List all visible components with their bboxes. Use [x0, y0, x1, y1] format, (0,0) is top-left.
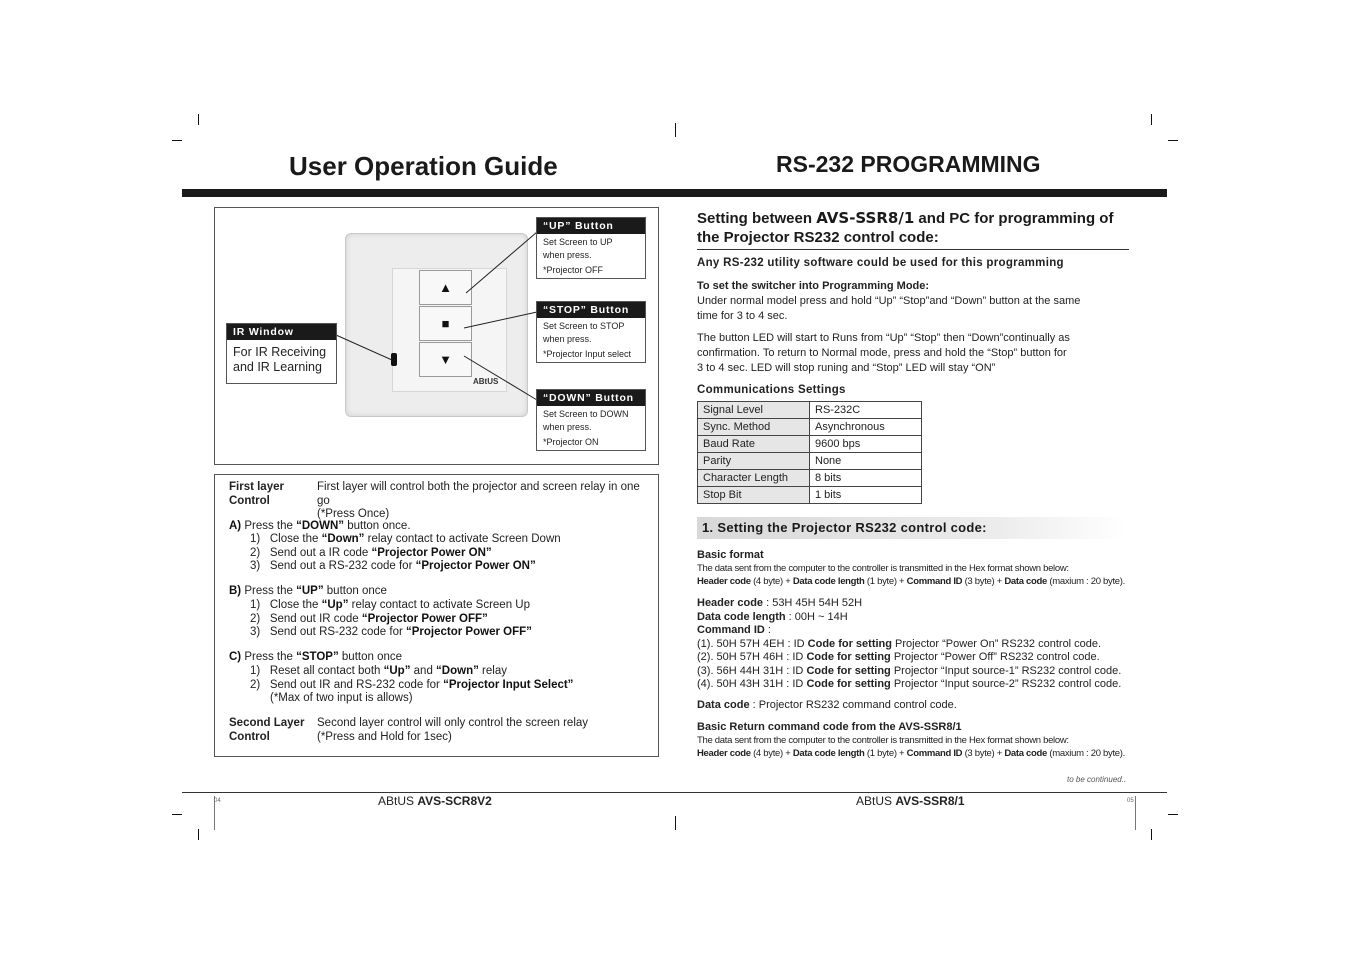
return-desc: The data sent from the computer to the controller is transmitted in the Hex format shown below: Header code (4 byte) + Data code length (1 byte) + Command ID (3 byte) + Data code (maxium : 20 byte). — [697, 735, 1125, 759]
ir-callout-body: For IR Receiving and IR Learning — [233, 345, 327, 374]
down-button-callout — [536, 389, 646, 451]
first-layer-label: First layer Control — [229, 481, 284, 507]
list-item: (2). 50H 57H 46H : ID Code for setting Projector “Power Off” RS232 control code. — [697, 651, 1100, 663]
list-item: 2) Send out a IR code “Projector Power ON” — [250, 546, 492, 559]
list-item: 1) Close the “Up” relay contact to activate Screen Up — [250, 599, 530, 611]
comm-settings-table — [697, 401, 922, 504]
basic-format-desc: The data sent from the computer to the controller is transmitted in the Hex format shown below: Header code (4 byte) + Data code length (1 byte) + Command ID (3 byte) + Data code (maxium : 20 byte). — [697, 563, 1125, 587]
list-item: 2) Send out IR code “Projector Power OFF” — [250, 612, 488, 625]
up-key: ▲ — [419, 270, 472, 305]
data-code-line: Data code : Projector RS232 command control code. — [697, 699, 957, 711]
list-item: 3) Send out RS-232 code for “Projector Power OFF” — [250, 626, 532, 638]
second-layer-desc: Second layer control will only control the screen relay (*Press and Hold for 1sec) — [317, 717, 589, 743]
footer-rule — [182, 792, 1167, 793]
table-row: Signal Level RS-232C — [698, 402, 922, 419]
table-row: Parity None — [698, 453, 922, 470]
down-callout-head: “DOWN” Button — [537, 390, 645, 406]
utility-note: Any RS-232 utility software could be used for this programming — [697, 257, 1064, 269]
table-row: Character Length 8 bits — [698, 470, 922, 487]
basic-format-heading: Basic format — [697, 549, 764, 561]
code-definitions: Header code : 53H 45H 54H 52H Data code length : 00H ~ 14H Command ID : (1). 50H 57H 4EH : ID Code for setting Projector “Power On” RS232 control code. (2). 50H 57H 46H : ID Code for setting Projector “Power Off” RS232 control code. (3). 56H 44H 31H : ID Code for setting Projector “Input source-1” RS232 control code. (4). 50H 43H 31H : ID Code for setting Projector “Input source-2” RS232 control code. — [697, 597, 1137, 692]
page-title-right: RS-232 PROGRAMMING — [776, 151, 1041, 177]
section-heading-rule — [697, 249, 1129, 250]
table-row: Sync. Method Asynchronous — [698, 419, 922, 436]
table-row: Baud Rate 9600 bps — [698, 436, 922, 453]
step-a-heading: A) Press the “DOWN” button once. — [229, 520, 411, 532]
first-layer-desc: First layer will control both the projector and screen relay in one go (*Press Once) — [317, 481, 640, 520]
page-number-left: 04 — [214, 798, 221, 804]
down-callout-body: Set Screen to DOWN when press. *Projector ON — [543, 409, 629, 447]
list-item: 1) Close the “Down” relay contact to activate Screen Down — [250, 533, 561, 545]
stop-key: ■ — [419, 306, 472, 341]
programming-mode: To set the switcher into Programming Mode: Under normal model press and hold “Up” “Stop”and “Down” button at the same time for 3 to 4 sec. — [697, 280, 1081, 322]
second-layer-label: Second Layer Control — [229, 717, 305, 743]
list-item: (3). 56H 44H 31H : ID Code for setting Projector “Input source-1” RS232 control code. — [697, 664, 1122, 677]
list-item: 1) Reset all contact both “Up” and “Down” relay — [250, 665, 507, 677]
page-title-left: User Operation Guide — [289, 151, 558, 181]
up-callout-head: “UP” Button — [537, 218, 645, 234]
continued-note: to be continued.. — [1067, 775, 1127, 784]
step-a-list — [250, 533, 561, 574]
table-row: Stop Bit 1 bits — [698, 487, 922, 504]
section-heading: Setting between AVS-SSR8/1 and PC for programming of the Projector RS232 control code: — [697, 209, 1114, 246]
stop-callout-head: “STOP” Button — [537, 302, 645, 318]
list-item: (4). 50H 43H 31H : ID Code for setting Projector “Input source-2” RS232 control code. — [697, 678, 1122, 690]
led-description: The button LED will start to Runs from “Up” “Stop” then “Down”continually as confirmation. To return to Normal mode, press and hold the “Stop” button for 3 to 4 sec. LED will stop runing and “Stop” LED will stay “ON” — [697, 332, 1070, 374]
comm-settings-heading: Communications Settings — [697, 384, 846, 396]
list-item-note: (*Max of two input is allows) — [270, 692, 413, 704]
list-item: (1). 50H 57H 4EH : ID Code for setting Projector “Power On” RS232 control code. — [697, 637, 1102, 650]
stop-callout-body: Set Screen to STOP when press. *Projector Input select — [543, 321, 632, 359]
step-c-list — [250, 665, 573, 706]
section1-title: 1. Setting the Projector RS232 control code: — [702, 520, 987, 535]
return-heading: Basic Return command code from the AVS-SSR8/1 — [697, 721, 962, 733]
ir-callout-head: IR Window — [227, 324, 336, 340]
list-item: 2) Send out IR and RS-232 code for “Projector Input Select” — [250, 678, 574, 691]
step-c-heading: C) Press the “STOP” button once — [229, 651, 403, 663]
up-button-callout — [536, 217, 646, 279]
page-number-right: 05 — [1127, 798, 1134, 804]
stop-button-callout — [536, 301, 646, 363]
down-key: ▼ — [419, 342, 472, 377]
footer-model-right: ABtUS AVS-SSR8/1 — [856, 794, 965, 808]
list-item: 3) Send out a RS-232 code for “Projector Power ON” — [250, 560, 536, 572]
step-b-heading: B) Press the “UP” button once — [229, 585, 387, 597]
footer-model-left: ABtUS AVS-SCR8V2 — [378, 794, 492, 808]
step-b-list — [250, 599, 532, 640]
device-logo: ABtUS — [473, 377, 499, 386]
up-callout-body: Set Screen to UP when press. *Projector OFF — [543, 237, 613, 275]
ir-window-callout — [226, 323, 337, 384]
